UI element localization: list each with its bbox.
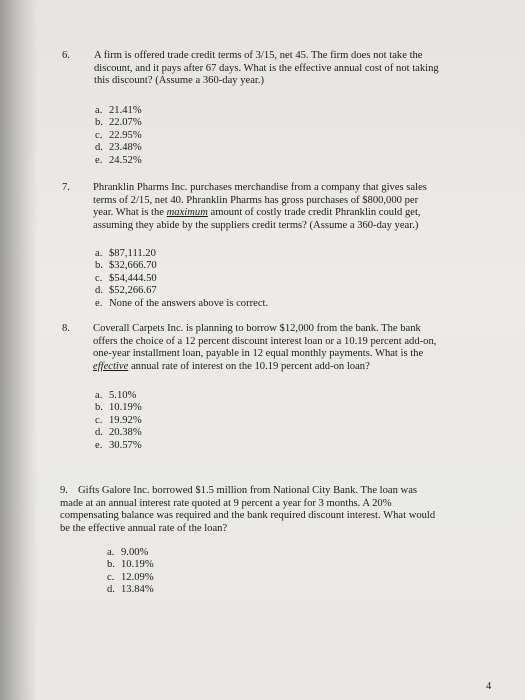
answer-option[interactable] <box>107 584 154 596</box>
question-line: made at an annual interest rate quoted at 9 percent a year for 3 months. A 20% <box>60 497 392 509</box>
question-line <box>93 361 480 374</box>
question-number: 7. <box>62 182 70 193</box>
answer-option[interactable] <box>95 260 268 272</box>
question-line: assuming they abide by the suppliers credit terms? (Assume a 360-day year.) <box>93 219 419 231</box>
option-text: $52,266.67 <box>109 285 157 297</box>
option-text: 30.57% <box>109 439 142 451</box>
option-text: 22.07% <box>109 117 142 129</box>
line-text: year. What is the <box>93 207 167 219</box>
answer-option[interactable] <box>95 248 268 260</box>
question-line <box>93 207 479 220</box>
answer-option[interactable] <box>95 427 142 439</box>
answer-option[interactable] <box>107 547 154 559</box>
question-line: A firm is offered trade credit terms of 3/15, net 45. The firm does not take the <box>94 50 423 61</box>
option-text: 23.48% <box>109 142 142 154</box>
question-text <box>60 485 480 535</box>
question-line <box>60 485 480 498</box>
answer-options <box>95 390 142 452</box>
page-number: 4 <box>486 681 492 692</box>
option-letter: d. <box>95 427 103 439</box>
answer-option[interactable] <box>95 415 142 427</box>
answer-options <box>95 248 268 310</box>
question-line: Coverall Carpets Inc. is planning to borrow $12,000 from the bank. The bank <box>93 323 421 334</box>
line-text: annual rate of interest on the 10.19 percent add-on loan? <box>128 360 370 372</box>
question-line: discount, and it pays after 67 days. What is the effective annual cost of not taking <box>94 62 439 74</box>
answer-options <box>107 547 154 597</box>
question-number: 8. <box>62 323 70 334</box>
answer-option[interactable] <box>107 572 154 584</box>
question-line: compensating balance was required and the bank required discount interest. What would <box>60 510 436 522</box>
option-letter: a. <box>107 547 115 558</box>
question-line: one-year installment loan, payable in 12 equal monthly payments. What is the <box>93 348 424 360</box>
option-text: 10.19% <box>121 559 154 571</box>
option-text: 20.38% <box>109 427 142 439</box>
question-line: be the effective annual rate of the loan? <box>60 522 228 534</box>
option-letter: d. <box>107 584 115 596</box>
answer-option[interactable] <box>95 298 268 310</box>
question-line: Phranklin Pharms Inc. purchases merchandise from a company that gives sales <box>93 182 427 193</box>
option-letter: c. <box>95 414 103 426</box>
answer-option[interactable] <box>95 390 142 402</box>
answer-options <box>95 105 142 167</box>
answer-option[interactable] <box>95 285 268 297</box>
option-text: 22.95% <box>109 129 142 141</box>
answer-option[interactable] <box>95 155 142 167</box>
option-text: 9.00% <box>121 547 149 558</box>
option-letter: d. <box>95 142 103 154</box>
option-text: 13.84% <box>121 584 154 596</box>
option-letter: b. <box>95 260 103 272</box>
option-text: 24.52% <box>109 154 142 166</box>
answer-option[interactable] <box>95 117 142 129</box>
option-text: 12.09% <box>121 571 154 583</box>
option-letter: c. <box>95 129 103 141</box>
line-text: Gifts Galore Inc. borrowed $1.5 million from National City Bank. The loan was <box>78 485 418 496</box>
question-line: offers the choice of a 12 percent discount interest loan or a 10.19 percent add-on, <box>93 335 437 347</box>
option-letter: e. <box>95 154 103 166</box>
answer-option[interactable] <box>95 440 142 452</box>
option-letter: a. <box>95 248 103 259</box>
answer-option[interactable] <box>95 142 142 154</box>
option-letter: d. <box>95 285 103 297</box>
option-letter: b. <box>107 559 115 571</box>
page-shadow <box>0 0 38 700</box>
option-letter: e. <box>95 297 103 309</box>
option-text: $54,444.50 <box>109 272 157 284</box>
option-letter: c. <box>95 272 103 284</box>
option-letter: a. <box>95 105 103 116</box>
option-letter: b. <box>95 402 103 414</box>
answer-option[interactable] <box>95 105 142 117</box>
option-letter: a. <box>95 390 103 401</box>
question-line: terms of 2/15, net 40. Phranklin Pharms has gross purchases of $800,000 per <box>93 194 419 206</box>
question-text <box>93 182 479 232</box>
emphasized-word: maximum <box>166 207 208 219</box>
question-text <box>93 323 480 373</box>
question-text <box>94 50 479 88</box>
option-text: None of the answers above is correct. <box>109 297 269 309</box>
option-letter: c. <box>107 571 115 583</box>
answer-option[interactable] <box>95 402 142 414</box>
answer-option[interactable] <box>107 559 154 571</box>
option-text: 21.41% <box>109 105 142 116</box>
question-number: 6. <box>62 50 70 61</box>
question-line: this discount? (Assume a 360-day year.) <box>94 75 265 87</box>
answer-option[interactable] <box>95 273 268 285</box>
option-text: 5.10% <box>109 390 137 401</box>
line-text: amount of costly trade credit Phranklin could get, <box>207 207 421 219</box>
option-letter: e. <box>95 439 103 451</box>
question-number: 9. <box>60 485 68 496</box>
option-text: $32,666.70 <box>109 260 157 272</box>
option-letter: b. <box>95 117 103 129</box>
answer-option[interactable] <box>95 130 142 142</box>
option-text: $87,111.20 <box>109 248 156 259</box>
option-text: 19.92% <box>109 414 142 426</box>
emphasized-word: effective <box>93 360 129 372</box>
option-text: 10.19% <box>109 402 142 414</box>
